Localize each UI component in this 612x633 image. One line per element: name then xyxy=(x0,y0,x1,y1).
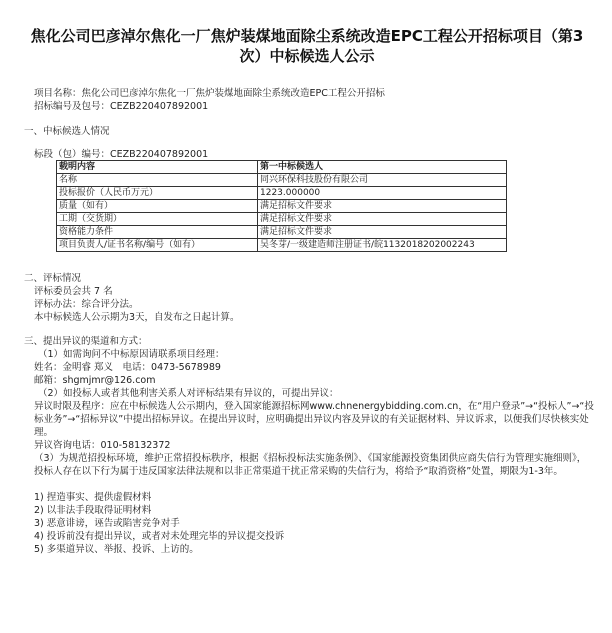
evaluation-committee: 评标委员会共 7 名 xyxy=(34,286,113,297)
objection-procedure: 异议时限及程序：应在中标候选人公示期内，登入国家能源招标网www.chnenergybidding.com.cn，在“用户登录”→“投标人”→“投标业务”→“招标异议”中提出招标异议。在提出异议时，应明确提出异议内容及异议的有关证据材料、异议诉求，以便我们尽快核实处理。 xyxy=(34,401,594,438)
dishonesty-item: （3）为规范招投标环境，维护正常招投标秩序，根据《招标投标法实施条例》、《国家能源投资集团供应商失信行为管理实施细则》，投标人存在以下行为属于违反国家法律法规和以非正常渠道干扰正常采购的失信行为，将给予“取消资格”处置，期限为1-3年。 xyxy=(34,453,587,477)
table-header-cell: 载明内容 xyxy=(57,161,258,174)
table-row xyxy=(57,239,507,252)
section3-heading: 三、提出异议的渠道和方式： xyxy=(24,336,148,347)
table-row xyxy=(57,200,507,213)
table-row xyxy=(57,174,507,187)
table-cell-value: 满足招标文件要求 xyxy=(258,200,507,213)
publicity-period: 本中标候选人公示期为3天，自发布之日起计算。 xyxy=(34,312,240,323)
table-header-cell: 第一中标候选人 xyxy=(258,161,507,174)
table-row xyxy=(57,187,507,200)
table-cell-value: 1223.000000 xyxy=(258,187,507,200)
page-title: 焦化公司巴彦淖尔焦化一厂焦炉装煤地面除尘系统改造EPC工程公开招标项目（第3次）中标候选人公示 xyxy=(30,27,584,65)
project-name: 项目名称：焦化公司巴彦淖尔焦化一厂焦炉装煤地面除尘系统改造EPC工程公开招标 xyxy=(34,88,385,99)
list-item: 1) 捏造事实、提供虚假材料 xyxy=(34,492,152,503)
contact-email: 邮箱：shgmjmr@126.com xyxy=(34,375,156,386)
table-cell-label: 投标报价（人民币万元） xyxy=(57,187,258,200)
table-row xyxy=(57,213,507,226)
section1-heading: 一、中标候选人情况 xyxy=(24,126,110,137)
lot-number: 标段（包）编号：CEZB220407892001 xyxy=(34,149,209,160)
table-cell-label: 工期（交货期） xyxy=(57,213,258,226)
table-cell-value: 满足招标文件要求 xyxy=(258,226,507,239)
table-cell-value: 同兴环保科技股份有限公司 xyxy=(258,174,507,187)
objection-item: （2）如投标人或者其他利害关系人对评标结果有异议的，可提出异议： xyxy=(38,388,339,399)
table-cell-label: 项目负责人/证书名称/编号（如有） xyxy=(57,239,258,252)
table-cell-label: 资格能力条件 xyxy=(57,226,258,239)
evaluation-method: 评标办法：综合评分法。 xyxy=(34,299,139,310)
table-row xyxy=(57,226,507,239)
table-cell-value: 吴冬芽/一级建造师注册证书/皖1132018202002243 xyxy=(258,239,507,252)
bid-candidate-table xyxy=(56,160,507,252)
list-item: 4) 投诉前没有提出异议，或者对未处理完毕的异议提交投诉 xyxy=(34,531,285,542)
inquiry-item: （1）如需询问不中标原因请联系项目经理： xyxy=(38,349,225,360)
table-cell-value: 满足招标文件要求 xyxy=(258,213,507,226)
table-cell-label: 名称 xyxy=(57,174,258,187)
contact-info: 姓名：金明睿 郑义 电话：0473-5678989 xyxy=(34,362,221,373)
section2-heading: 二、评标情况 xyxy=(24,273,82,284)
bid-number: 招标编号及包号：CEZB220407892001 xyxy=(34,101,209,112)
list-item: 2) 以非法手段取得证明材料 xyxy=(34,505,152,516)
table-cell-label: 质量（如有） xyxy=(57,200,258,213)
list-item: 5) 多渠道异议、举报、投诉、上访的。 xyxy=(34,544,199,555)
list-item: 3) 恶意诽谤，诬告或陷害竞争对手 xyxy=(34,518,180,529)
objection-phone: 异议咨询电话：010-58132372 xyxy=(34,440,171,451)
table-header-row xyxy=(57,161,507,174)
